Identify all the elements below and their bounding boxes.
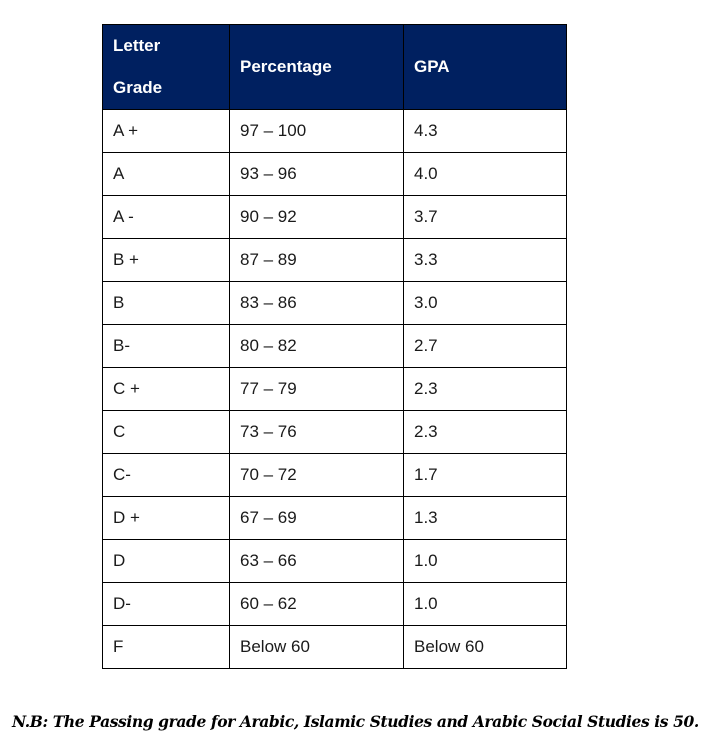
- cell-gpa: 1.0: [404, 583, 567, 626]
- cell-gpa: 1.7: [404, 454, 567, 497]
- table-row: [103, 411, 567, 454]
- cell-gpa: 3.0: [404, 282, 567, 325]
- cell-percentage: 93 – 96: [230, 153, 404, 196]
- cell-grade: D +: [103, 497, 230, 540]
- cell-grade: A -: [103, 196, 230, 239]
- header-percentage: Percentage: [230, 25, 404, 110]
- table-row: [103, 325, 567, 368]
- cell-percentage: 90 – 92: [230, 196, 404, 239]
- table-row: [103, 282, 567, 325]
- cell-gpa: 1.0: [404, 540, 567, 583]
- cell-grade: B-: [103, 325, 230, 368]
- cell-percentage: 60 – 62: [230, 583, 404, 626]
- cell-percentage: 70 – 72: [230, 454, 404, 497]
- header-letter-grade-line1: Letter: [113, 36, 161, 55]
- table-header-row: [103, 25, 567, 110]
- table-row: [103, 368, 567, 411]
- cell-percentage: 77 – 79: [230, 368, 404, 411]
- cell-gpa: 4.3: [404, 110, 567, 153]
- cell-grade: A: [103, 153, 230, 196]
- passing-grade-note: N.B: The Passing grade for Arabic, Islamic Studies and Arabic Social Studies is 50.: [12, 712, 699, 731]
- cell-grade: D-: [103, 583, 230, 626]
- cell-gpa: 2.3: [404, 411, 567, 454]
- cell-percentage: 87 – 89: [230, 239, 404, 282]
- cell-grade: F: [103, 626, 230, 669]
- cell-percentage: 63 – 66: [230, 540, 404, 583]
- table-row: [103, 196, 567, 239]
- table-row: [103, 497, 567, 540]
- table-row: [103, 110, 567, 153]
- cell-gpa: 1.3: [404, 497, 567, 540]
- header-letter-grade: [103, 25, 230, 110]
- header-letter-grade-line2: Grade: [113, 78, 163, 97]
- header-gpa: GPA: [404, 25, 567, 110]
- cell-grade: D: [103, 540, 230, 583]
- table-row: [103, 239, 567, 282]
- table-row: [103, 626, 567, 669]
- cell-grade: B: [103, 282, 230, 325]
- grade-table: [102, 24, 567, 669]
- cell-grade: C +: [103, 368, 230, 411]
- table-row: [103, 153, 567, 196]
- cell-gpa: 4.0: [404, 153, 567, 196]
- cell-gpa: 3.3: [404, 239, 567, 282]
- cell-grade: A +: [103, 110, 230, 153]
- cell-grade: B +: [103, 239, 230, 282]
- cell-percentage: 83 – 86: [230, 282, 404, 325]
- table-row: [103, 454, 567, 497]
- cell-gpa: Below 60: [404, 626, 567, 669]
- cell-gpa: 2.7: [404, 325, 567, 368]
- cell-grade: C-: [103, 454, 230, 497]
- cell-percentage: 97 – 100: [230, 110, 404, 153]
- cell-gpa: 2.3: [404, 368, 567, 411]
- cell-percentage: Below 60: [230, 626, 404, 669]
- cell-grade: C: [103, 411, 230, 454]
- table-row: [103, 540, 567, 583]
- cell-percentage: 67 – 69: [230, 497, 404, 540]
- cell-gpa: 3.7: [404, 196, 567, 239]
- cell-percentage: 80 – 82: [230, 325, 404, 368]
- table-row: [103, 583, 567, 626]
- cell-percentage: 73 – 76: [230, 411, 404, 454]
